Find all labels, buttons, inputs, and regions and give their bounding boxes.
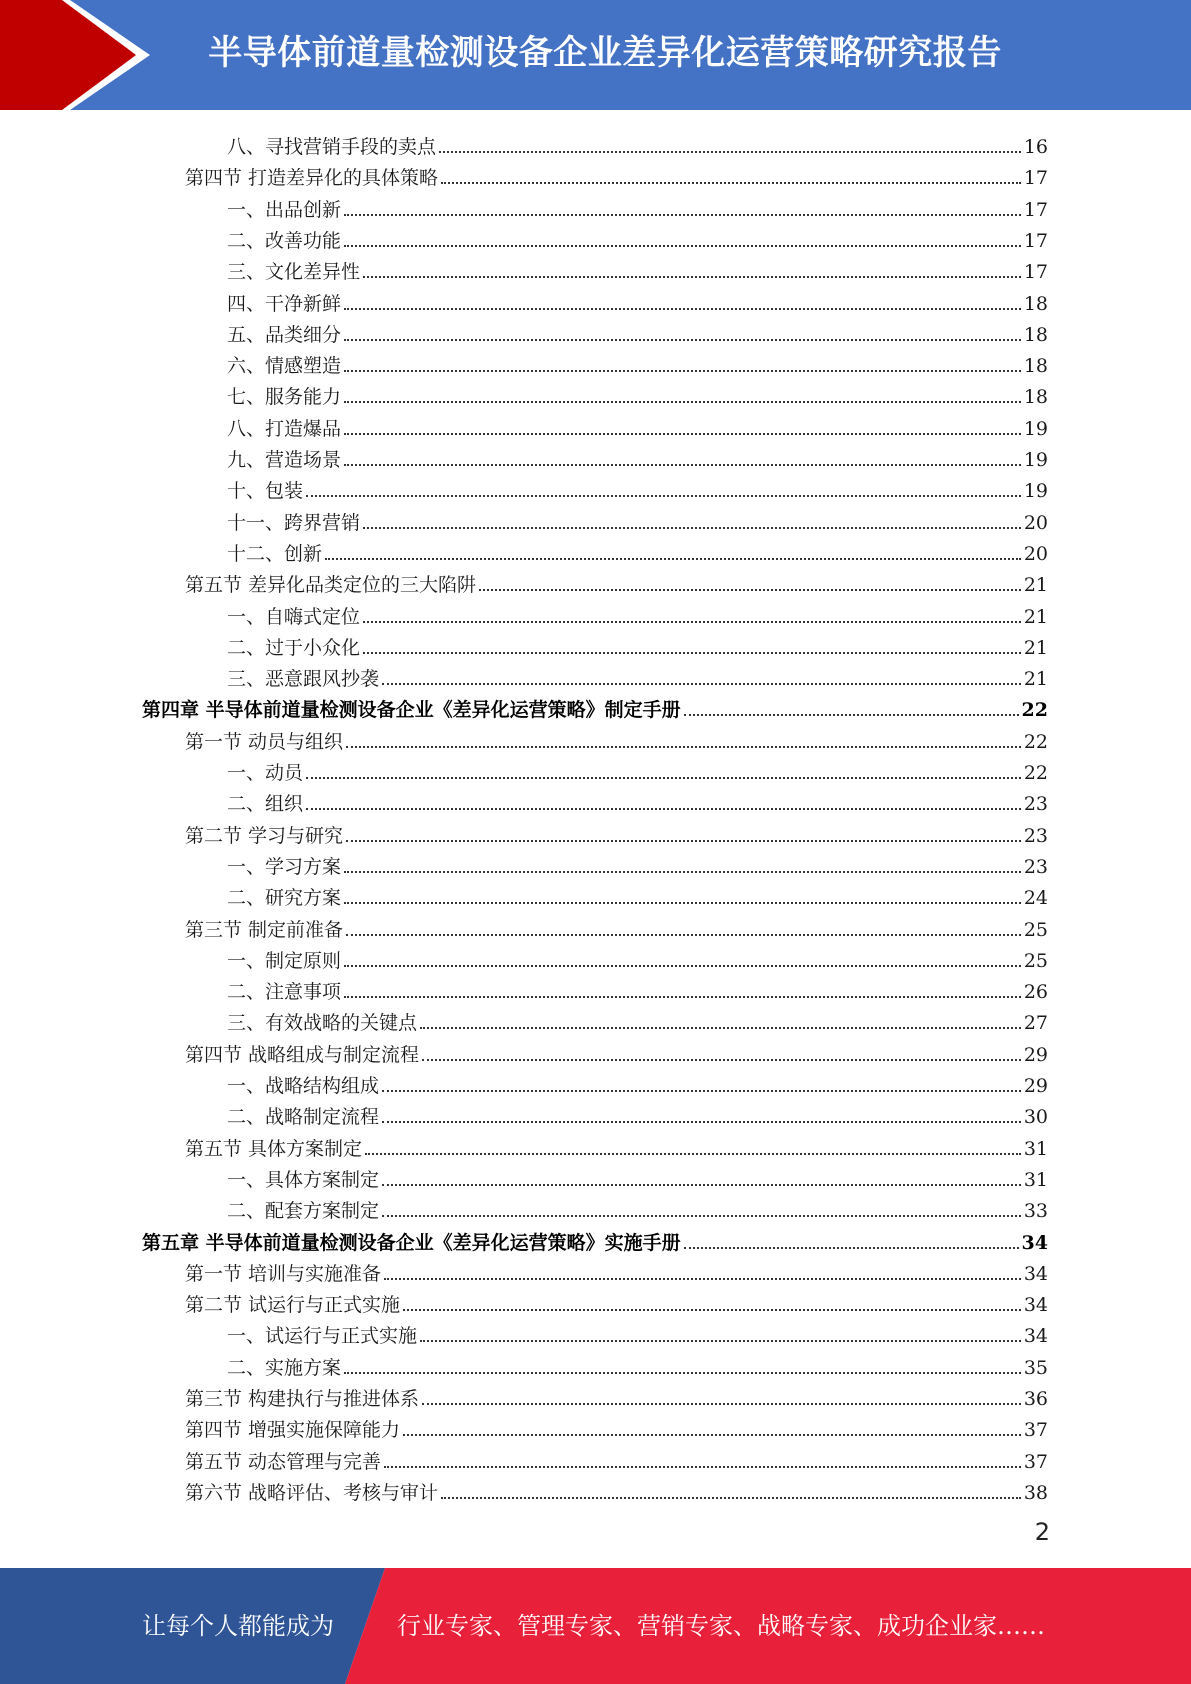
toc-entry[interactable] xyxy=(227,660,1048,691)
toc-entry-label: 一、具体方案制定 xyxy=(227,1168,380,1191)
toc-entry-label: 一、学习方案 xyxy=(227,855,342,878)
toc-leader-dots xyxy=(420,1339,1021,1342)
toc-entry[interactable] xyxy=(227,942,1048,973)
toc-leader-dots xyxy=(344,338,1021,341)
toc-entry-page: 18 xyxy=(1023,323,1048,346)
toc-entry-label: 第一节 动员与组织 xyxy=(185,730,344,753)
toc-leader-dots xyxy=(382,682,1021,685)
toc-leader-dots xyxy=(403,1433,1021,1436)
toc-entry-page: 22 xyxy=(1023,762,1048,784)
toc-entry[interactable] xyxy=(185,159,1048,190)
toc-entry-page: 20 xyxy=(1023,542,1048,565)
toc-entry-page: 34 xyxy=(1023,1294,1048,1317)
toc-entry[interactable] xyxy=(227,754,1048,785)
toc-entry-label: 第五章 半导体前道量检测设备企业《差异化运营策略》实施手册 xyxy=(142,1231,681,1254)
toc-entry-label: 三、有效战略的关键点 xyxy=(227,1012,418,1035)
toc-leader-dots xyxy=(363,526,1021,529)
toc-leader-dots xyxy=(346,933,1021,936)
toc-entry-label: 一、动员 xyxy=(227,762,304,784)
toc-entry[interactable] xyxy=(227,504,1048,535)
toc-leader-dots xyxy=(382,1120,1021,1123)
toc-leader-dots xyxy=(363,620,1021,623)
toc-entry[interactable] xyxy=(227,191,1048,222)
toc-entry-page: 25 xyxy=(1023,949,1048,972)
toc-leader-dots xyxy=(325,557,1021,560)
toc-entry-label: 十一、跨界营销 xyxy=(227,511,361,534)
toc-entry-page: 17 xyxy=(1023,198,1048,221)
toc-leader-dots xyxy=(441,181,1021,184)
toc-leader-dots xyxy=(382,1183,1021,1186)
toc-entry-page: 23 xyxy=(1023,824,1048,847)
toc-entry-page: 26 xyxy=(1023,981,1048,1004)
toc-leader-dots xyxy=(344,1371,1021,1374)
toc-entry[interactable] xyxy=(227,1192,1048,1223)
toc-entry-label: 第五节 具体方案制定 xyxy=(185,1137,363,1160)
toc-entry-page: 18 xyxy=(1023,355,1048,378)
toc-leader-dots xyxy=(363,651,1021,654)
toc-entry-page: 36 xyxy=(1023,1388,1048,1410)
toc-entry[interactable] xyxy=(227,1067,1048,1098)
toc-entry-label: 八、寻找营销手段的卖点 xyxy=(227,136,437,158)
toc-entry-page: 23 xyxy=(1023,793,1048,816)
toc-entry[interactable] xyxy=(185,723,1048,754)
toc-entry-page: 37 xyxy=(1023,1450,1048,1473)
toc-leader-dots xyxy=(479,588,1021,591)
toc-leader-dots xyxy=(344,369,1021,372)
toc-entry-label: 二、配套方案制定 xyxy=(227,1200,380,1223)
toc-entry[interactable] xyxy=(227,848,1048,879)
toc-entry-page: 23 xyxy=(1023,855,1048,878)
toc-entry[interactable] xyxy=(185,1255,1048,1286)
toc-entry[interactable] xyxy=(185,1380,1048,1411)
toc-entry[interactable] xyxy=(227,378,1048,409)
toc-entry-page: 18 xyxy=(1023,292,1048,315)
toc-entry[interactable] xyxy=(227,1317,1048,1348)
toc-leader-dots xyxy=(684,1246,1019,1249)
toc-entry[interactable] xyxy=(185,1474,1048,1505)
toc-leader-dots xyxy=(684,713,1019,716)
toc-leader-dots xyxy=(344,400,1021,403)
toc-entry-label: 第四章 半导体前道量检测设备企业《差异化运营策略》制定手册 xyxy=(142,699,681,722)
toc-entry-page: 31 xyxy=(1023,1168,1048,1191)
toc-entry-page: 17 xyxy=(1023,229,1048,252)
toc-leader-dots xyxy=(420,1026,1021,1029)
toc-leader-dots xyxy=(382,1089,1021,1092)
toc-leader-dots xyxy=(384,1277,1021,1280)
toc-entry-page: 24 xyxy=(1023,887,1048,910)
toc-entry-page: 18 xyxy=(1023,386,1048,409)
toc-entry[interactable] xyxy=(142,1224,1048,1255)
toc-entry-label: 第四节 打造差异化的具体策略 xyxy=(185,167,439,190)
toc-entry-page: 33 xyxy=(1023,1200,1048,1223)
toc-entry[interactable] xyxy=(227,1098,1048,1129)
toc-entry[interactable] xyxy=(227,879,1048,910)
toc-entry-page: 31 xyxy=(1023,1137,1048,1160)
toc-leader-dots xyxy=(306,807,1021,810)
toc-entry-page: 37 xyxy=(1023,1419,1048,1442)
toc-leader-dots xyxy=(346,745,1021,748)
toc-leader-dots xyxy=(344,432,1021,435)
toc-leader-dots xyxy=(306,776,1021,779)
toc-entry-page: 38 xyxy=(1023,1481,1048,1504)
toc-entry-label: 五、品类细分 xyxy=(227,323,342,346)
toc-entry-page: 21 xyxy=(1023,605,1048,628)
toc-entry-label: 二、研究方案 xyxy=(227,887,342,910)
toc-entry[interactable] xyxy=(227,316,1048,347)
toc-entry-label: 十、包装 xyxy=(227,480,304,503)
toc-entry[interactable] xyxy=(227,1161,1048,1192)
toc-entry[interactable] xyxy=(185,1411,1048,1442)
toc-leader-dots xyxy=(344,964,1021,967)
toc-entry-page: 34 xyxy=(1023,1262,1048,1285)
toc-entry[interactable] xyxy=(227,472,1048,503)
toc-entry-page: 27 xyxy=(1023,1012,1048,1035)
toc-entry-label: 一、制定原则 xyxy=(227,949,342,972)
toc-leader-dots xyxy=(344,463,1021,466)
toc-entry[interactable] xyxy=(227,629,1048,660)
toc-entry-page: 16 xyxy=(1023,136,1048,158)
toc-entry[interactable] xyxy=(185,566,1048,597)
footer-slogan-left: 让每个人都能成为 xyxy=(142,1612,334,1640)
toc-entry[interactable] xyxy=(185,911,1048,942)
toc-entry-label: 第二节 学习与研究 xyxy=(185,824,344,847)
toc-leader-dots xyxy=(344,307,1021,310)
toc-entry[interactable] xyxy=(227,785,1048,816)
toc-entry-label: 第四节 增强实施保障能力 xyxy=(185,1419,401,1442)
toc-entry-page: 19 xyxy=(1023,417,1048,440)
toc-entry-page: 21 xyxy=(1023,668,1048,691)
toc-entry[interactable] xyxy=(227,285,1048,316)
toc-entry-label: 二、组织 xyxy=(227,793,304,816)
toc-leader-dots xyxy=(384,1465,1021,1468)
toc-entry-page: 30 xyxy=(1023,1106,1048,1129)
document-title: 半导体前道量检测设备企业差异化运营策略研究报告 xyxy=(208,33,1002,73)
toc-entry-label: 第五节 动态管理与完善 xyxy=(185,1450,382,1473)
toc-entry-label: 四、干净新鲜 xyxy=(227,292,342,315)
toc-entry-page: 29 xyxy=(1023,1075,1048,1097)
toc-entry[interactable] xyxy=(185,1443,1048,1474)
toc-leader-dots xyxy=(365,1152,1021,1155)
toc-entry-page: 25 xyxy=(1023,918,1048,941)
page-header xyxy=(0,0,1191,110)
toc-leader-dots xyxy=(422,1058,1021,1061)
toc-entry-label: 七、服务能力 xyxy=(227,386,342,409)
toc-entry-label: 第三节 制定前准备 xyxy=(185,918,344,941)
toc-entry-page: 22 xyxy=(1023,730,1048,753)
toc-leader-dots xyxy=(306,494,1021,497)
toc-entry-page: 34 xyxy=(1021,1231,1048,1254)
toc-entry[interactable] xyxy=(227,973,1048,1004)
toc-entry[interactable] xyxy=(185,1286,1048,1317)
toc-entry-label: 十二、创新 xyxy=(227,542,323,565)
toc-entry[interactable] xyxy=(185,817,1048,848)
toc-entry[interactable] xyxy=(227,222,1048,253)
toc-entry-label: 八、打造爆品 xyxy=(227,417,342,440)
toc-entry[interactable] xyxy=(227,128,1048,159)
toc-entry[interactable] xyxy=(227,598,1048,629)
toc-entry-label: 第一节 培训与实施准备 xyxy=(185,1262,382,1285)
toc-entry-label: 一、出品创新 xyxy=(227,198,342,221)
toc-entry[interactable] xyxy=(227,1004,1048,1035)
toc-entry-label: 六、情感塑造 xyxy=(227,355,342,378)
page-number: 2 xyxy=(1034,1518,1050,1546)
toc-entry[interactable] xyxy=(227,253,1048,284)
toc-entry-label: 二、注意事项 xyxy=(227,981,342,1004)
toc-entry[interactable] xyxy=(185,1130,1048,1161)
toc-entry[interactable] xyxy=(185,1036,1048,1067)
toc-leader-dots xyxy=(422,1402,1021,1405)
toc-entry-label: 第六节 战略评估、考核与审计 xyxy=(185,1481,439,1504)
toc-entry-label: 第二节 试运行与正式实施 xyxy=(185,1294,401,1317)
toc-entry-page: 20 xyxy=(1023,511,1048,534)
toc-entry-label: 第四节 战略组成与制定流程 xyxy=(185,1043,420,1066)
toc-entry-page: 29 xyxy=(1023,1043,1048,1066)
toc-entry-page: 19 xyxy=(1023,480,1048,503)
toc-leader-dots xyxy=(439,150,1021,153)
toc-entry-label: 三、恶意跟风抄袭 xyxy=(227,668,380,691)
toc-entry-label: 九、营造场景 xyxy=(227,449,342,471)
toc-entry[interactable] xyxy=(142,691,1048,722)
toc-leader-dots xyxy=(441,1496,1021,1499)
toc-entry[interactable] xyxy=(227,347,1048,378)
toc-entry[interactable] xyxy=(227,410,1048,441)
toc-entry-page: 21 xyxy=(1023,636,1048,659)
toc-leader-dots xyxy=(344,995,1021,998)
toc-entry-page: 17 xyxy=(1023,167,1048,190)
toc-entry-label: 第五节 差异化品类定位的三大陷阱 xyxy=(185,574,477,597)
toc-leader-dots xyxy=(346,839,1021,842)
toc-entry-label: 第三节 构建执行与推进体系 xyxy=(185,1388,420,1410)
footer-slogan-right: 行业专家、管理专家、营销专家、战略专家、成功企业家…… xyxy=(397,1612,1045,1640)
toc-leader-dots xyxy=(344,213,1021,216)
toc-leader-dots xyxy=(382,1214,1021,1217)
toc-entry-label: 一、自嗨式定位 xyxy=(227,605,361,628)
toc-leader-dots xyxy=(403,1308,1021,1311)
toc-entry[interactable] xyxy=(227,535,1048,566)
toc-entry-page: 19 xyxy=(1023,449,1048,471)
toc-entry-label: 二、战略制定流程 xyxy=(227,1106,380,1129)
page-footer xyxy=(0,1568,1191,1684)
toc-leader-dots xyxy=(344,901,1021,904)
toc-entry-page: 35 xyxy=(1023,1356,1048,1379)
toc-entry-label: 一、战略结构组成 xyxy=(227,1075,380,1097)
toc-entry-label: 三、文化差异性 xyxy=(227,261,361,284)
toc-entry-page: 17 xyxy=(1023,261,1048,284)
toc-leader-dots xyxy=(363,275,1021,278)
toc-entry[interactable] xyxy=(227,441,1048,472)
toc-entry-label: 二、过于小众化 xyxy=(227,636,361,659)
toc-entry-page: 34 xyxy=(1023,1325,1048,1348)
toc-leader-dots xyxy=(344,870,1021,873)
toc-entry-page: 22 xyxy=(1021,699,1048,722)
toc-entry-label: 一、试运行与正式实施 xyxy=(227,1325,418,1348)
toc-entry[interactable] xyxy=(227,1349,1048,1380)
toc-entry-page: 21 xyxy=(1023,574,1048,597)
toc-entry-label: 二、改善功能 xyxy=(227,229,342,252)
toc-entry-label: 二、实施方案 xyxy=(227,1356,342,1379)
toc-leader-dots xyxy=(344,244,1021,247)
